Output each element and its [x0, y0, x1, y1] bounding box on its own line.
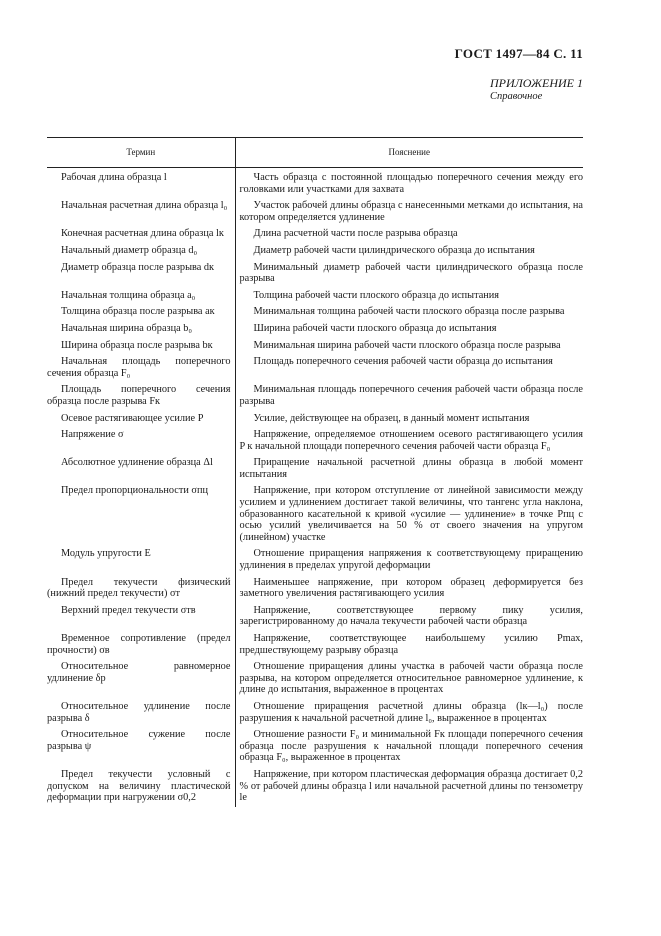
table-row: [47, 483, 583, 546]
term-text: Относительное сужение после разрыва ψ: [47, 729, 231, 752]
table-header-row: [47, 138, 583, 168]
column-header-term: Термин: [47, 138, 235, 168]
column-header-explanation: Пояснение: [235, 138, 583, 168]
table-row: [47, 411, 583, 428]
term-text: Модуль упругости E: [61, 548, 151, 560]
term-cell: [47, 699, 235, 727]
table-row: [47, 304, 583, 321]
term-cell: [47, 411, 235, 428]
table-row: [47, 198, 583, 226]
term-text: Предел текучести физический (нижний предел текучести) σт: [47, 576, 231, 600]
explanation-cell: Ширина рабочей части плоского образца до испытания: [253, 322, 497, 334]
explanation-cell: Напряжение, определяемое отношением осевого растягивающего усилия P к начальной площади поперечного сечения рабочей части образца F₀: [239, 429, 583, 452]
table-row: [47, 727, 583, 767]
table-row: [47, 288, 583, 305]
table-row: [47, 603, 583, 631]
table-row: [47, 575, 583, 603]
term-cell: [47, 767, 235, 807]
term-cell: [47, 338, 235, 355]
appendix-subtitle: Справочное: [490, 91, 543, 102]
table-row: [47, 321, 583, 338]
table-row: [47, 338, 583, 355]
term-text: Верхний предел текучести σтв: [61, 604, 196, 616]
explanation-cell: Напряжение, соответствующее наибольшему усилию Pmax, предшествующему разрыву образца: [239, 633, 583, 656]
explanation-cell: Минимальная ширина рабочей части плоского образца после разрыва: [253, 339, 561, 351]
term-text: Относительное равномерное удлинение δр: [47, 661, 231, 684]
explanation-cell: Напряжение, при котором отступление от линейной зависимости между усилием и удлинением достигает такой величины, что тангенс угла наклона, образованного касательной к кривой «усилие — удлинение» в точке Pпц с осью усилий увеличивается на 50 % от своего значения на упругом (линейном) участке: [239, 485, 583, 543]
term-cell: [47, 631, 235, 659]
term-cell: [47, 382, 235, 410]
term-cell: [47, 575, 235, 603]
explanation-cell: Часть образца с постоянной площадью поперечного сечения между его головками или участками для захвата: [239, 172, 583, 195]
explanation-cell: Толщина рабочей части плоского образца до испытания: [253, 289, 500, 301]
explanation-cell: Отношение приращения длины участка в рабочей части образца после разрыва, на котором определяется относительное равномерное удлинение, к длине до испытания, выраженное в процентах: [239, 661, 583, 696]
explanation-cell: Наименьшее напряжение, при котором образец деформируется без заметного увеличения растягивающего усилия: [239, 576, 583, 600]
explanation-cell: Отношение разности F₀ и минимальной Fк площади поперечного сечения образца после разрушения к начальной площади поперечного сечения образца F₀, выраженное в процентах: [239, 729, 583, 764]
term-text: Начальная площадь поперечного сечения образца F₀: [47, 356, 231, 379]
term-text: Начальная толщина образца a₀: [61, 289, 196, 301]
term-cell: [47, 659, 235, 699]
table-row: [47, 382, 583, 410]
explanation-cell: Отношение приращения напряжения к соответствующему приращению удлинения в пределах упругой деформации: [239, 548, 583, 572]
term-text: Диаметр образца после разрыва dк: [61, 261, 215, 273]
table-row: [47, 631, 583, 659]
term-text: Начальная ширина образца b₀: [61, 322, 192, 334]
table-row: [47, 354, 583, 382]
term-text: Предел пропорциональности σпц: [61, 485, 208, 497]
term-cell: [47, 354, 235, 382]
term-text: Напряжение σ: [61, 429, 124, 441]
table-row: [47, 260, 583, 288]
table-row: [47, 168, 583, 199]
explanation-cell: Отношение приращения расчетной длины образца (lк—l₀) после разрушения к начальной расчетной длине l₀, выраженное в процентах: [239, 700, 583, 724]
explanation-cell: Минимальная толщина рабочей части плоского образца после разрыва: [253, 306, 565, 318]
term-text: Толщина образца после разрыва aк: [61, 306, 215, 318]
explanation-cell: Напряжение, соответствующее первому пику усилия, зарегистрированному до начала текучести рабочей части образца: [239, 604, 583, 628]
term-text: Начальная расчетная длина образца l₀: [61, 200, 228, 212]
term-text: Конечная расчетная длина образца lк: [61, 228, 224, 240]
table-row: [47, 767, 583, 807]
term-cell: [47, 603, 235, 631]
term-cell: [47, 304, 235, 321]
terms-table-container: [47, 137, 583, 807]
explanation-cell: Напряжение, при котором пластическая деформация образца достигает 0,2 % от рабочей длины образца l или начальной расчетной длины по тензометру lе: [239, 768, 583, 804]
term-cell: [47, 546, 235, 574]
term-cell: [47, 727, 235, 767]
explanation-cell: Минимальная площадь поперечного сечения рабочей части образца после разрыва: [239, 384, 583, 407]
term-cell: [47, 483, 235, 546]
terms-table: [47, 137, 583, 807]
term-cell: [47, 427, 235, 455]
term-text: Осевое растягивающее усилие P: [61, 412, 204, 424]
term-text: Временное сопротивление (предел прочности) σв: [47, 633, 231, 656]
table-body: [47, 168, 583, 807]
page-header: ГОСТ 1497—84 С. 11: [454, 46, 583, 61]
appendix-title: ПРИЛОЖЕНИЕ 1: [490, 76, 583, 90]
table-row: [47, 427, 583, 455]
term-cell: [47, 226, 235, 243]
term-text: Начальный диаметр образца d₀: [61, 244, 198, 256]
term-cell: [47, 321, 235, 338]
table-row: [47, 455, 583, 483]
term-text: Ширина образца после разрыва bк: [61, 339, 213, 351]
term-cell: [47, 168, 235, 199]
term-text: Предел текучести условный с допуском на величину пластической деформации при нагружении σ0,2: [47, 768, 231, 804]
explanation-cell: Приращение начальной расчетной длины образца в любой момент испытания: [239, 457, 583, 480]
term-text: Рабочая длина образца l: [61, 172, 167, 183]
table-row: [47, 243, 583, 260]
explanation-cell: Длина расчетной части после разрыва образца: [253, 228, 458, 240]
term-cell: [47, 288, 235, 305]
term-cell: [47, 243, 235, 260]
term-text: Относительное удлинение после разрыва δ: [47, 700, 231, 724]
term-text: Площадь поперечного сечения образца после разрыва Fк: [47, 384, 231, 407]
term-text: Абсолютное удлинение образца Δl: [61, 457, 213, 469]
table-row: [47, 546, 583, 574]
table-row: [47, 659, 583, 699]
table-row: [47, 699, 583, 727]
term-cell: [47, 455, 235, 483]
term-cell: [47, 260, 235, 288]
term-cell: [47, 198, 235, 226]
explanation-cell: Усилие, действующее на образец, в данный момент испытания: [253, 412, 530, 424]
appendix-label: [490, 77, 583, 103]
explanation-cell: Участок рабочей длины образца с нанесенными метками до испытания, на котором определяется удлинение: [239, 200, 583, 223]
explanation-cell: Площадь поперечного сечения рабочей части образца до испытания: [253, 356, 553, 368]
explanation-cell: Минимальный диаметр рабочей части цилиндрического образца после разрыва: [239, 261, 583, 285]
explanation-cell: Диаметр рабочей части цилиндрического образца до испытания: [253, 244, 535, 256]
table-row: [47, 226, 583, 243]
